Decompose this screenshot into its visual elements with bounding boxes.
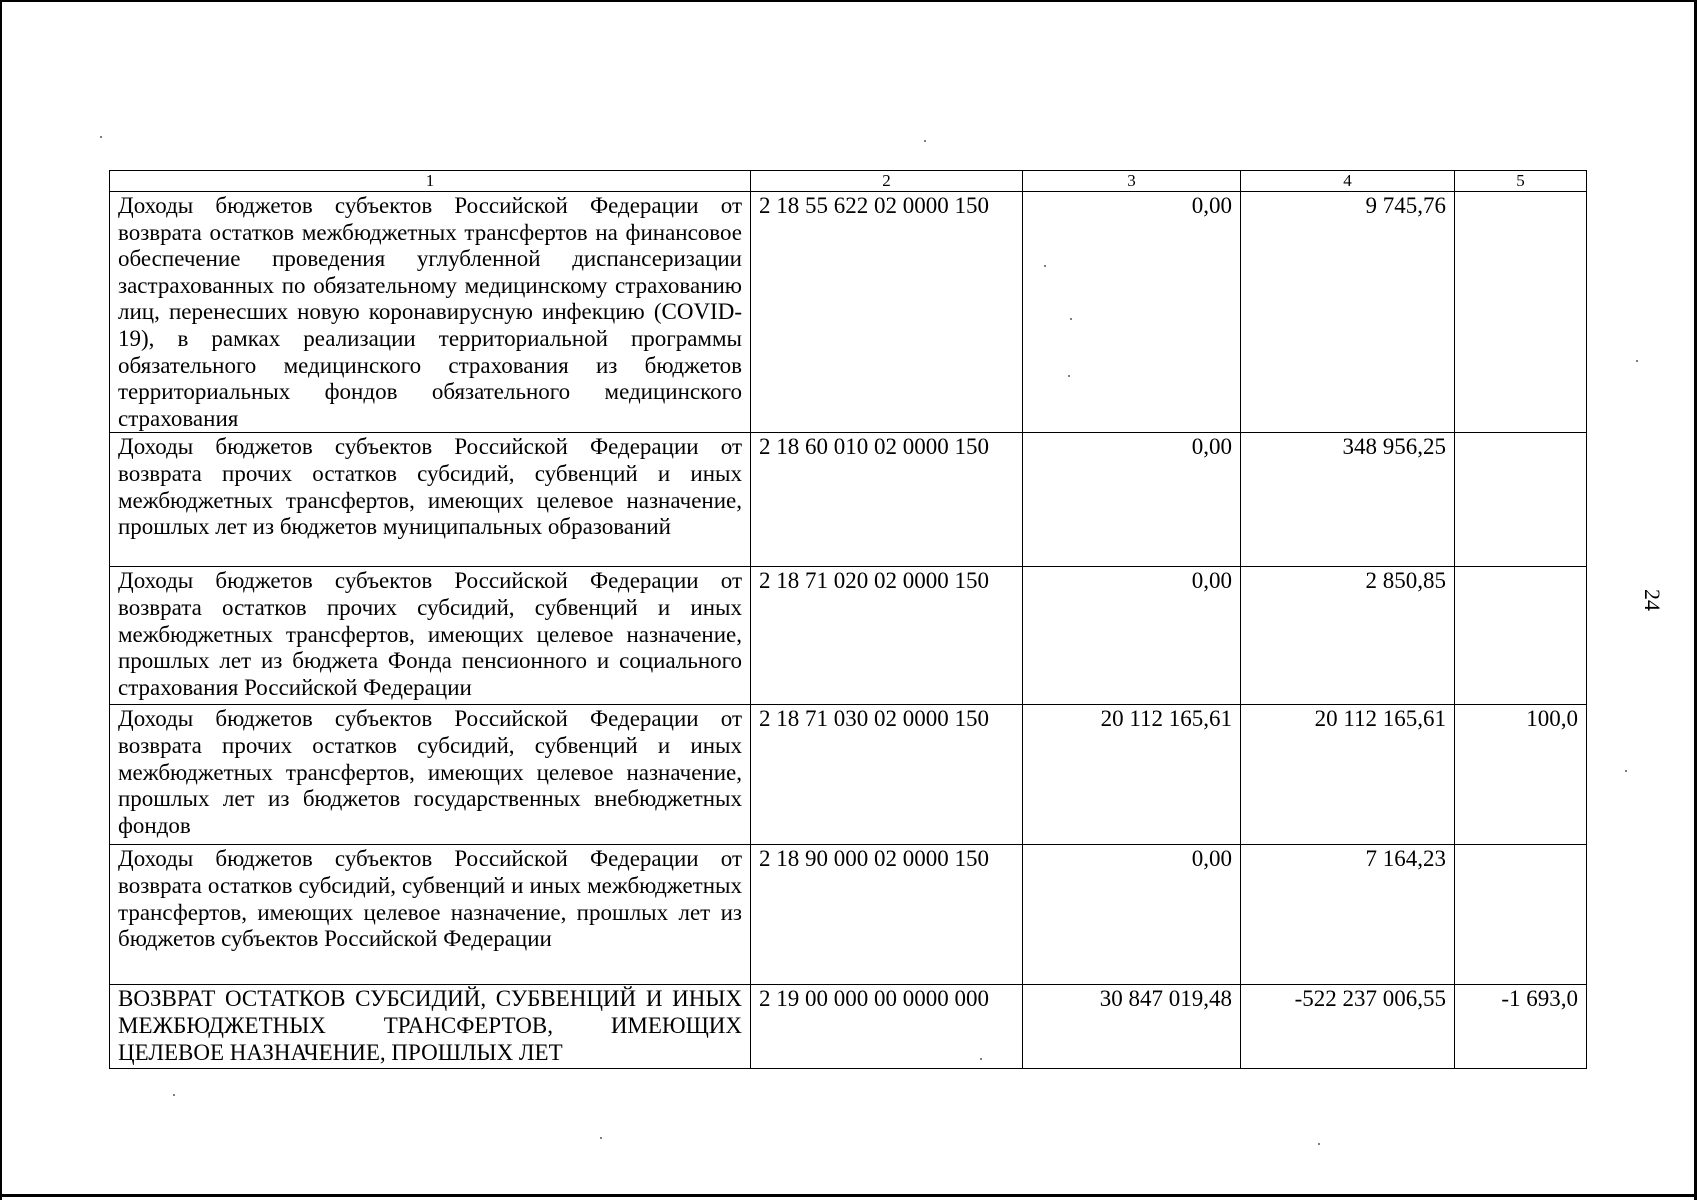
row-value-col3: 0,00 xyxy=(1023,567,1241,705)
row-name: Доходы бюджетов субъектов Российской Федерации от возврата остатков межбюджетных трансфертов на финансовое обеспечение проведения углубленной диспансеризации застрахованных по обязательному медицинскому страхованию лиц, перенесших новую коронавирусную инфекцию (COVID-19), в рамках реализации территориальной программы обязательного медицинского страхования из бюджетов территориальных фондов обязательного медицинского страхования xyxy=(110,192,751,433)
row-name: Доходы бюджетов субъектов Российской Федерации от возврата остатков прочих субсидий, субвенций и иных межбюджетных трансфертов, имеющих целевое назначение, прошлых лет из бюджета Фонда пенсионного и социального страхования Российской Федерации xyxy=(110,567,751,705)
row-value-col3: 0,00 xyxy=(1023,192,1241,433)
row-code: 2 18 71 030 02 0000 150 xyxy=(751,705,1023,845)
table-row xyxy=(110,567,1587,705)
row-code: 2 18 55 622 02 0000 150 xyxy=(751,192,1023,433)
row-value-col5: -1 693,0 xyxy=(1455,985,1587,1069)
scan-speck xyxy=(924,140,926,142)
row-name: Доходы бюджетов субъектов Российской Федерации от возврата остатков субсидий, субвенций и иных межбюджетных трансфертов, имеющих целевое назначение, прошлых лет из бюджетов субъектов Российской Федерации xyxy=(110,845,751,985)
row-value-col5 xyxy=(1455,845,1587,985)
column-header-1: 1 xyxy=(110,171,751,192)
row-value-col3: 30 847 019,48 xyxy=(1023,985,1241,1069)
row-value-col5: 100,0 xyxy=(1455,705,1587,845)
scan-speck xyxy=(600,1137,602,1139)
page-border-left xyxy=(0,0,2,1200)
table-row xyxy=(110,433,1587,567)
table-row xyxy=(110,705,1587,845)
row-value-col4: 7 164,23 xyxy=(1241,845,1455,985)
row-name: Доходы бюджетов субъектов Российской Федерации от возврата прочих остатков субсидий, субвенций и иных межбюджетных трансфертов, имеющих целевое назначение, прошлых лет из бюджетов государственных внебюджетных фондов xyxy=(110,705,751,845)
scan-speck xyxy=(100,136,102,138)
scan-speck xyxy=(1068,375,1070,377)
row-value-col5 xyxy=(1455,433,1587,567)
scan-speck xyxy=(1318,1143,1320,1145)
row-value-col3: 0,00 xyxy=(1023,845,1241,985)
row-value-col4: 2 850,85 xyxy=(1241,567,1455,705)
row-code: 2 19 00 000 00 0000 000 xyxy=(751,985,1023,1069)
page-border-bottom xyxy=(0,1194,1697,1197)
table-row xyxy=(110,192,1587,433)
scan-speck xyxy=(1070,318,1072,320)
scan-speck xyxy=(1044,265,1046,267)
row-code: 2 18 71 020 02 0000 150 xyxy=(751,567,1023,705)
row-value-col4: 20 112 165,61 xyxy=(1241,705,1455,845)
row-value-col4: 348 956,25 xyxy=(1241,433,1455,567)
scan-speck xyxy=(173,1094,175,1096)
row-value-col3: 20 112 165,61 xyxy=(1023,705,1241,845)
header-row xyxy=(110,171,1587,192)
scan-speck xyxy=(1625,770,1627,772)
scan-speck xyxy=(980,1058,982,1060)
row-code: 2 18 60 010 02 0000 150 xyxy=(751,433,1023,567)
scan-speck xyxy=(1636,360,1638,362)
page-border-top xyxy=(0,0,1697,2)
row-value-col5 xyxy=(1455,192,1587,433)
page-number: 24 xyxy=(1640,589,1665,611)
column-header-5: 5 xyxy=(1455,171,1587,192)
column-header-3: 3 xyxy=(1023,171,1241,192)
row-code: 2 18 90 000 02 0000 150 xyxy=(751,845,1023,985)
table-row xyxy=(110,985,1587,1069)
table-row xyxy=(110,845,1587,985)
column-header-4: 4 xyxy=(1241,171,1455,192)
row-value-col4: -522 237 006,55 xyxy=(1241,985,1455,1069)
column-header-2: 2 xyxy=(751,171,1023,192)
budget-table xyxy=(109,170,1587,1069)
row-value-col3: 0,00 xyxy=(1023,433,1241,567)
row-name: ВОЗВРАТ ОСТАТКОВ СУБСИДИЙ, СУБВЕНЦИЙ И ИНЫХ МЕЖБЮДЖЕТНЫХ ТРАНСФЕРТОВ, ИМЕЮЩИХ ЦЕЛЕВОЕ НАЗНАЧЕНИЕ, ПРОШЛЫХ ЛЕТ xyxy=(110,985,751,1069)
row-value-col5 xyxy=(1455,567,1587,705)
row-value-col4: 9 745,76 xyxy=(1241,192,1455,433)
row-name: Доходы бюджетов субъектов Российской Федерации от возврата прочих остатков субсидий, субвенций и иных межбюджетных трансфертов, имеющих целевое назначение, прошлых лет из бюджетов муниципальных образований xyxy=(110,433,751,567)
